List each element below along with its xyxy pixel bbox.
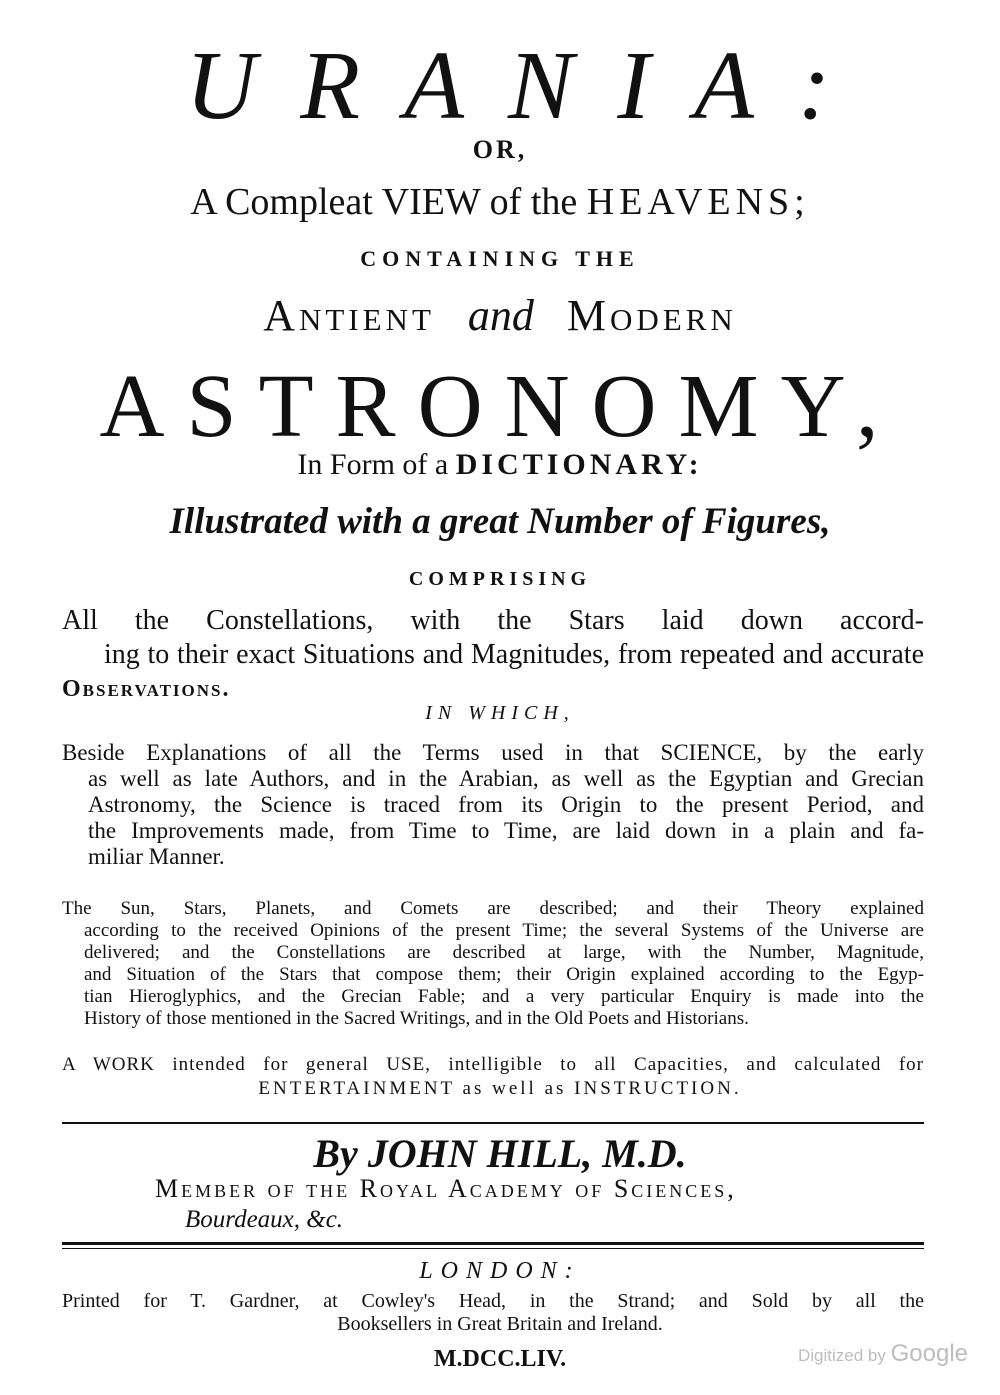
beside-line-3: Astronomy, the Science is traced from its Origin to the present Period, and xyxy=(88,792,924,817)
sun-line-5: tian Hieroglyphics, and the Grecian Fable; and a very particular Enquiry is made into the xyxy=(84,986,924,1007)
comprising-paragraph xyxy=(62,604,924,706)
beside-line-5: miliar Manner. xyxy=(88,844,225,869)
subtitle-of-the: of the xyxy=(489,181,578,223)
author-line: By JOHN HILL, M.D. xyxy=(313,1131,687,1176)
sun-paragraph xyxy=(62,898,924,1030)
dictionary-prefix: In Form of a xyxy=(297,448,449,481)
sun-line-2: according to the received Opinions of the present Time; the several Systems of the Universe are xyxy=(84,920,924,941)
and-word: and xyxy=(467,291,534,340)
london-line: LONDON: xyxy=(419,1258,581,1284)
work-line-2: ENTERTAINMENT as well as INSTRUCTION. xyxy=(258,1078,742,1099)
comprising-line-1: All the Constellations, with the Stars laid down accord- xyxy=(62,605,924,636)
dictionary-line xyxy=(0,448,1000,482)
dictionary-word: DICTIONARY: xyxy=(455,448,703,481)
comprising-line-3: Observations. xyxy=(62,676,231,702)
beside-paragraph xyxy=(62,740,924,870)
sun-line-4: and Situation of the Stars that compose them; their Origin explained according to the Egyp- xyxy=(84,964,924,985)
subtitle-view: VIEW xyxy=(381,181,481,223)
booksellers-line: Booksellers in Great Britain and Ireland. xyxy=(337,1313,663,1335)
subtitle-a: A Compleat xyxy=(190,181,373,223)
subtitle-line xyxy=(0,180,1000,224)
modern-word: Modern xyxy=(566,291,737,340)
in-which-heading: IN WHICH, xyxy=(425,702,575,724)
illustrated-line: Illustrated with a great Number of Figures, xyxy=(169,501,831,542)
divider-rule-top xyxy=(62,1122,924,1124)
bourdeaux-line: Bourdeaux, &c. xyxy=(185,1206,344,1233)
divider-rule-bottom xyxy=(62,1242,924,1245)
beside-line-1: Beside Explanations of all the Terms used in that SCIENCE, by the early xyxy=(62,740,924,765)
antient-modern-line xyxy=(0,290,1000,341)
sun-line-1: The Sun, Stars, Planets, and Comets are described; and their Theory explained xyxy=(62,898,924,919)
divider-rule-bottom-thin xyxy=(62,1248,924,1249)
printed-line: Printed for T. Gardner, at Cowley's Head, in the Strand; and Sold by all the xyxy=(62,1290,924,1312)
containing-line: CONTAINING THE xyxy=(360,246,640,271)
watermark-brand: Google xyxy=(890,1340,968,1367)
or-line: OR, xyxy=(472,135,528,164)
watermark-prefix: Digitized by xyxy=(798,1346,886,1365)
book-title: URANIA: xyxy=(185,32,875,140)
work-line-1: A WORK intended for general USE, intelligible to all Capacities, and calculated for xyxy=(62,1054,924,1075)
beside-line-4: the Improvements made, from Time to Time, are laid down in a plain and fa- xyxy=(88,818,924,843)
sun-line-6: History of those mentioned in the Sacred Writings, and in the Old Poets and Historians. xyxy=(84,1008,749,1029)
sun-line-3: delivered; and the Constellations are described at large, with the Number, Magnitude, xyxy=(84,942,924,963)
imprint-date: M.DCC.LIV. xyxy=(433,1346,567,1372)
beside-line-2: as well as late Authors, and in the Arabian, as well as the Egyptian and Grecian xyxy=(88,766,924,791)
member-line: Member of the Royal Academy of Sciences, xyxy=(155,1174,737,1203)
comprising-line-2: ing to their exact Situations and Magnitudes, from repeated and accurate xyxy=(104,639,924,670)
comprising-heading: COMPRISING xyxy=(408,568,592,590)
antient-word: Antient xyxy=(263,291,435,340)
astronomy-heading: ASTRONOMY, xyxy=(99,357,901,456)
subtitle-heavens: HEAVENS; xyxy=(586,181,810,223)
google-watermark xyxy=(798,1340,968,1368)
